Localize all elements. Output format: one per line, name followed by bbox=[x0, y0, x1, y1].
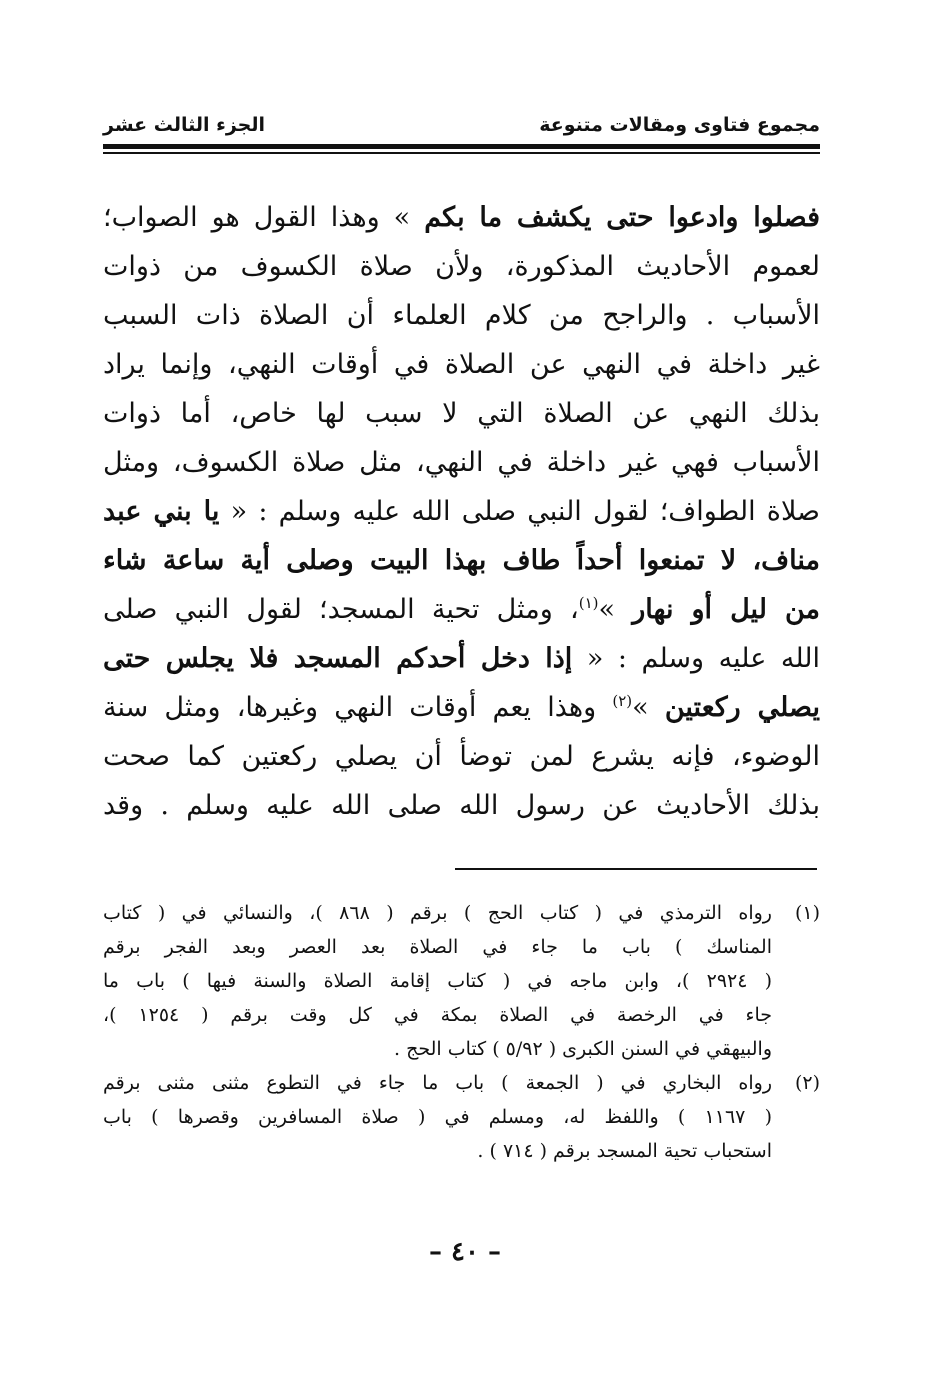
hadith-quote: يصلي ركعتين bbox=[664, 692, 820, 723]
body-line-1 bbox=[103, 193, 820, 242]
running-header bbox=[103, 108, 820, 138]
page-number: – ٤٠ – bbox=[428, 1237, 502, 1267]
footnote-separator bbox=[455, 868, 817, 870]
footnote-line: رواه البخاري في ( الجمعة ) باب ما جاء في التطوع مثنى مثنى برقم bbox=[103, 1072, 772, 1094]
quote-close-mark: » bbox=[632, 692, 665, 723]
body-line-11 bbox=[103, 683, 820, 732]
quote-close-mark: » bbox=[598, 594, 633, 625]
hadith-quote: من ليل أو نهار bbox=[632, 594, 820, 625]
footnote-line: جاء في الرخصة في الصلاة بمكة في كل وقت برقم ( ١٢٥٤ )، bbox=[103, 1004, 772, 1026]
book-title: مجموع فتاوى ومقالات متنوعة bbox=[539, 114, 820, 136]
body-line-9 bbox=[103, 585, 820, 634]
header-rule-thick bbox=[103, 144, 820, 149]
body-text-run: الله عليه وسلم : « bbox=[572, 643, 820, 674]
body-text-run: صلاة الطواف؛ لقول النبي صلى الله عليه وسلم : « bbox=[219, 496, 820, 527]
body-line-5: بذلك النهي عن الصلاة التي لا سبب لها خاص، أما ذوات bbox=[103, 398, 820, 429]
hadith-quote: فصلوا وادعوا حتى يكشف ما بكم bbox=[424, 202, 820, 233]
body-line-12: الوضوء، فإنه يشرع لمن توضأ أن يصلي ركعتين كما صحت bbox=[103, 741, 820, 772]
body-text-run: وهذا يعم أوقات النهي وغيرها، ومثل سنة bbox=[103, 692, 613, 723]
body-line-4: غير داخلة في النهي عن الصلاة في أوقات النهي، وإنما يراد bbox=[103, 349, 820, 380]
footnote-line: استحباب تحية المسجد برقم ( ٧١٤ ) . bbox=[477, 1140, 772, 1162]
header-rule-thin bbox=[103, 152, 820, 154]
body-text-run: ، ومثل تحية المسجد؛ لقول النبي صلى bbox=[103, 594, 579, 625]
footnote-ref-1[interactable]: (١) bbox=[578, 594, 599, 612]
footnote-1 bbox=[103, 896, 820, 1066]
body-text-run: » وهذا القول هو الصواب؛ bbox=[103, 202, 425, 233]
body-line-8: مناف، لا تمنعوا أحداً طاف بهذا البيت وصلى أية ساعة شاء bbox=[103, 545, 820, 576]
footnote-line: ( ١١٦٧ ) واللفظ له، ومسلم في ( صلاة المسافرين وقصرها ) باب bbox=[103, 1106, 772, 1128]
footnote-number: (٢) bbox=[794, 1072, 820, 1094]
footnote-number: (١) bbox=[794, 902, 820, 924]
footnotes bbox=[103, 896, 820, 1168]
footnote-line: المناسك ) باب ما جاء في الصلاة بعد العصر وبعد الفجر برقم bbox=[103, 936, 772, 958]
body-line-10 bbox=[103, 634, 820, 683]
volume-label: الجزء الثالث عشر bbox=[103, 114, 266, 136]
body-line-13: بذلك الأحاديث عن رسول الله صلى الله عليه وسلم . وقد bbox=[103, 790, 820, 821]
footnote-2 bbox=[103, 1066, 820, 1168]
body-line-2: لعموم الأحاديث المذكورة، ولأن صلاة الكسوف من ذوات bbox=[103, 251, 820, 282]
hadith-quote: إذا دخل أحدكم المسجد فلا يجلس حتى bbox=[103, 643, 573, 674]
body-line-3: الأسباب . والراجح من كلام العلماء أن الصلاة ذات السبب bbox=[103, 300, 820, 331]
footnote-line: رواه الترمذي في ( كتاب الحج ) برقم ( ٨٦٨ )، والنسائي في ( كتاب bbox=[103, 902, 772, 924]
footnote-text bbox=[103, 1066, 772, 1168]
footnote-ref-2[interactable]: (٢) bbox=[612, 692, 633, 710]
body-line-7 bbox=[103, 487, 820, 536]
footnote-text bbox=[103, 896, 772, 1066]
footnote-line: والبيهقي في السنن الكبرى ( ٥/٩٢ ) كتاب الحج . bbox=[393, 1038, 772, 1060]
hadith-quote: يا بني عبد bbox=[103, 496, 220, 527]
body-text bbox=[103, 193, 820, 830]
body-line-6: الأسباب فهي غير داخلة في النهي، مثل صلاة الكسوف، ومثل bbox=[103, 447, 820, 478]
footnote-line: ( ٢٩٢٤ )، وابن ماجه في ( كتاب إقامة الصلاة والسنة فيها ) باب ما bbox=[103, 970, 772, 992]
